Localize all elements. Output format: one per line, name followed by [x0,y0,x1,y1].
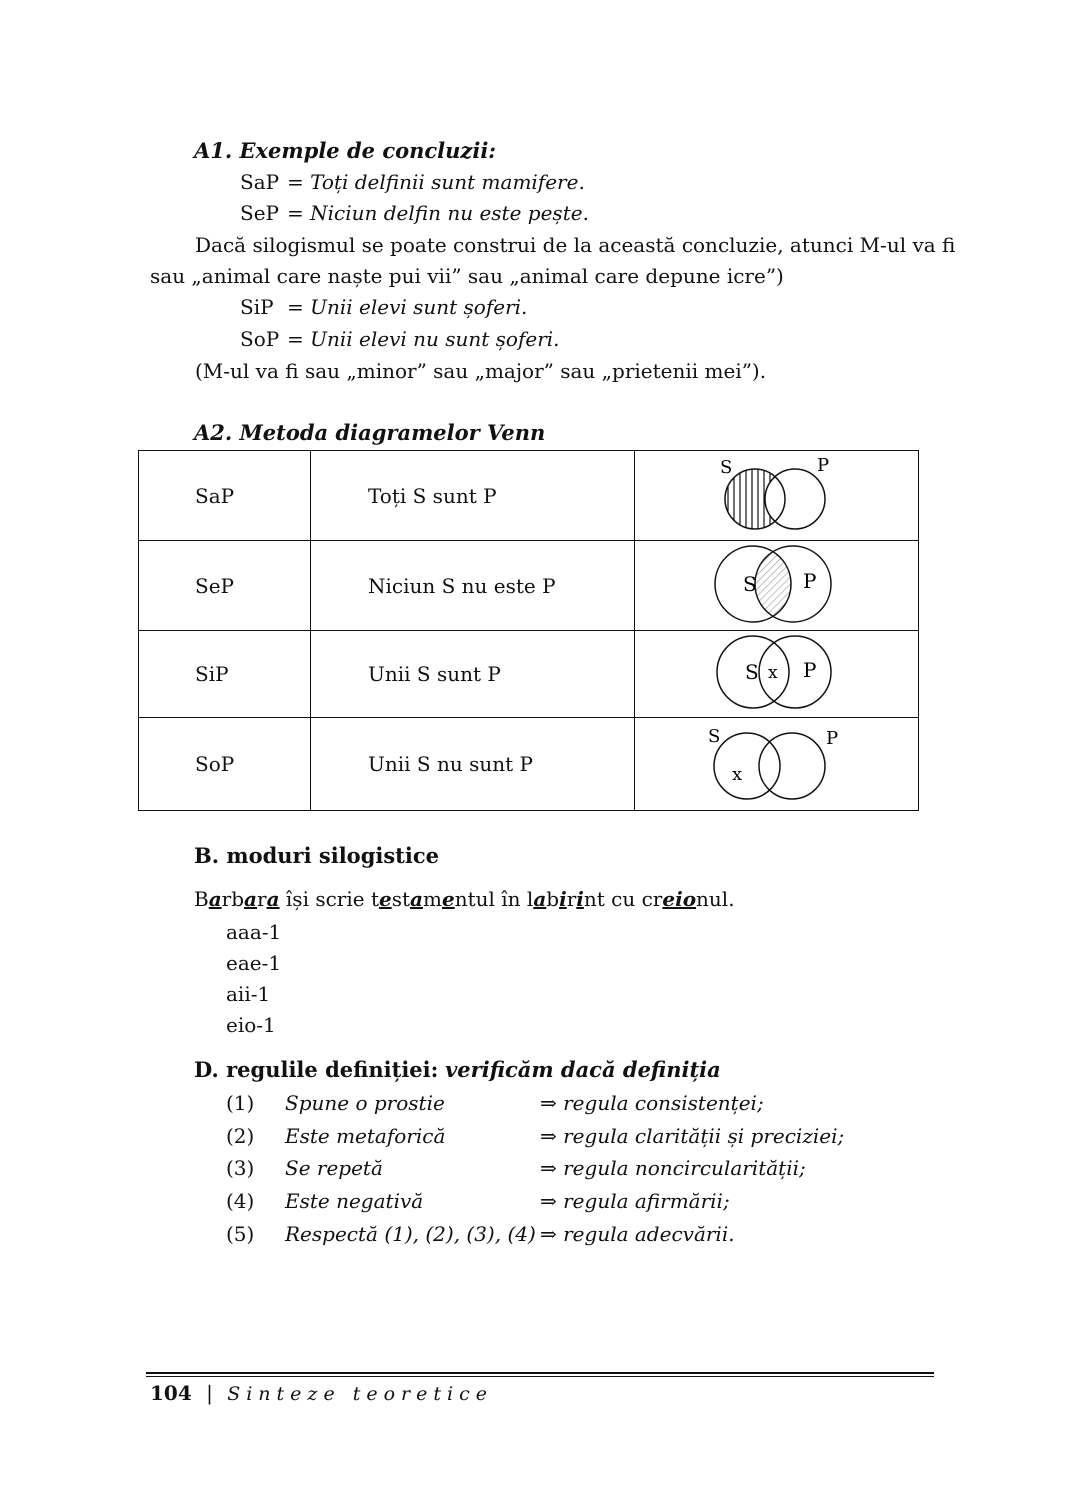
venn-label-s: S [743,572,757,596]
rule-number: (3) [226,1156,255,1180]
venn-text-cell [311,718,635,811]
venn-proposition: Unii S nu sunt P [368,752,533,776]
venn-label-s: S [745,660,759,684]
m-note: (M-ul va fi sau „minor” sau „major” sau „prietenii mei”). [195,359,767,383]
mode-item: aii-1 [226,982,271,1006]
rule-number: (5) [226,1222,255,1246]
mode-item: eio-1 [226,1013,276,1037]
rule-number: (2) [226,1124,255,1148]
arrow-icon: ⇒ [540,1156,557,1180]
venn-code: SeP [195,573,234,598]
venn-proposition: Toți S sunt P [368,483,497,508]
rule-result: ⇒ regula clarității și preciziei; [540,1124,845,1148]
mnemonic-sentence [194,887,735,911]
venn-code: SoP [195,752,235,776]
venn-diagram-sop [635,718,918,810]
rule-condition: Este metaforică [285,1124,446,1148]
venn-diagram-sip [635,631,918,717]
venn-proposition: Niciun S nu este P [368,573,556,598]
footer-rule-thin [146,1376,934,1377]
mnemonic-word: își scrie [285,887,365,911]
venn-row-sop [139,718,919,811]
venn-row-sap [139,451,919,541]
section-d-heading [194,1057,721,1082]
rule-number: (4) [226,1189,255,1213]
mode-item: eae-1 [226,951,282,975]
venn-code: SiP [195,662,229,686]
venn-label-p: P [803,658,817,682]
venn-table [138,450,919,811]
section-d-heading-bold: D. regulile definiției: [194,1057,439,1082]
footer-title: Sinteze teoretice [227,1383,493,1405]
rule-condition: Spune o prostie [285,1091,445,1115]
venn-label-p: P [826,728,839,749]
mode-item: aaa-1 [226,920,282,944]
venn-proposition: Unii S sunt P [368,662,501,686]
paragraph-line-1: Dacă silogismul se poate construi de la această concluzie, atunci M-ul va fi [195,233,956,257]
page-number: 104 [150,1381,192,1405]
section-d-heading-italic: verificăm dacă definiția [445,1057,721,1082]
venn-label-p: P [803,569,817,593]
page-footer [150,1381,493,1405]
section-b-heading: B. moduri silogistice [194,843,439,868]
footer-separator: | [206,1381,213,1405]
venn-diagram-sap [635,451,918,540]
rule-number: (1) [226,1091,255,1115]
venn-diagram-cell [635,541,919,631]
example-sip-text: = Unii elevi sunt șoferi. [287,295,528,319]
example-sap-code: SaP [240,170,280,194]
example-sop-text: = Unii elevi nu sunt șoferi. [287,327,560,351]
mnemonic-word: cu [611,887,636,911]
arrow-icon: ⇒ [540,1091,557,1115]
venn-mark-x: x [732,764,743,785]
rule-result: ⇒ regula adecvării. [540,1222,735,1246]
venn-mark-x: x [768,663,778,683]
example-sip-code: SiP [240,295,274,319]
venn-row-sep [139,541,919,631]
mnemonic-word: testamentul [370,887,495,911]
venn-text-cell [311,451,635,541]
mnemonic-word: Barbara [194,887,280,911]
rule-condition: Este negativă [285,1189,424,1213]
mnemonic-word: labirint [526,887,605,911]
mnemonic-word: creionul. [641,887,735,911]
paragraph-line-2: sau „animal care naște pui vii” sau „animal care depune icre”) [150,264,784,288]
arrow-icon: ⇒ [540,1189,557,1213]
venn-diagram-sep [635,541,918,630]
example-sop-code: SoP [240,327,280,351]
venn-label-s: S [708,726,721,747]
venn-diagram-cell [635,451,919,541]
example-sep-text: = Niciun delfin nu este pește. [287,201,589,225]
venn-code-cell [139,631,311,718]
venn-text-cell [311,631,635,718]
venn-diagram-cell [635,718,919,811]
rule-condition: Respectă (1), (2), (3), (4) [285,1222,536,1246]
venn-code-cell [139,451,311,541]
rule-condition: Se repetă [285,1156,383,1180]
rule-result: ⇒ regula noncircularității; [540,1156,806,1180]
venn-diagram-cell [635,631,919,718]
section-a1-heading: A1. Exemple de concluzii: [194,138,497,163]
venn-row-sip [139,631,919,718]
rule-result: ⇒ regula consistenței; [540,1091,764,1115]
example-sep-code: SeP [240,201,279,225]
venn-code: SaP [195,483,235,508]
arrow-icon: ⇒ [540,1222,557,1246]
footer-rule [146,1372,934,1374]
section-a2-heading: A2. Metoda diagramelor Venn [194,420,546,445]
venn-label-s: S [720,457,733,478]
venn-code-cell [139,718,311,811]
arrow-icon: ⇒ [540,1124,557,1148]
rule-result: ⇒ regula afirmării; [540,1189,730,1213]
venn-text-cell [311,541,635,631]
example-sap-text: = Toți delfinii sunt mamifere. [287,170,585,194]
mnemonic-word: în [501,887,521,911]
venn-label-p: P [817,455,830,476]
venn-code-cell [139,541,311,631]
